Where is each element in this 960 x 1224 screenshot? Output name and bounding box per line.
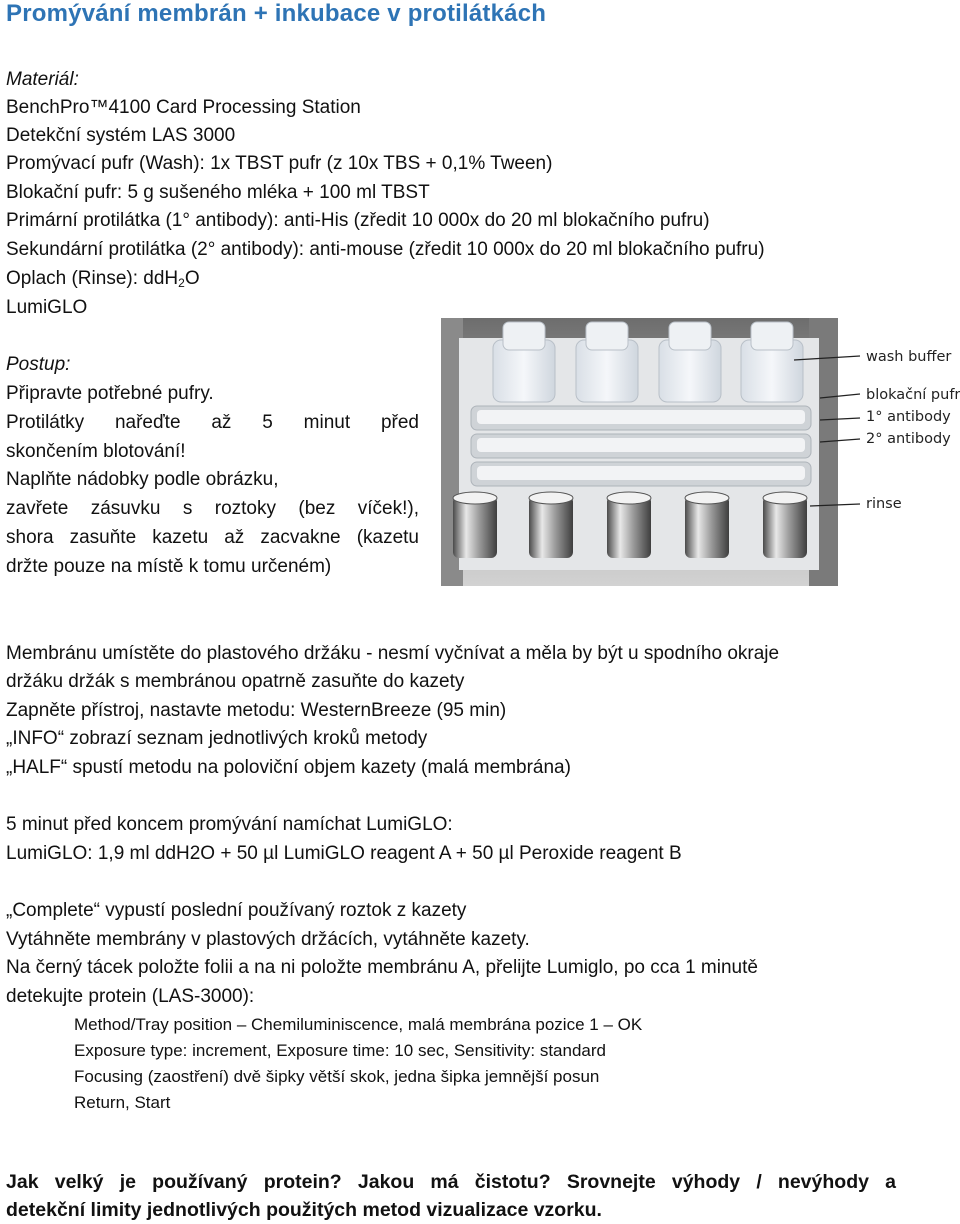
label-secondary-antibody: 2° antibody bbox=[866, 431, 951, 447]
buffer-tray-photo bbox=[441, 318, 838, 586]
material-item: Sekundární protilátka (2° antibody): anti-mouse (zředit 10 000x do 20 ml blokačního pufru) bbox=[6, 239, 765, 260]
body-line: držáku držák s membránou opatrně zasuňte do kazety bbox=[6, 671, 465, 692]
postup-line: shora zasuňte kazetu až zacvakne (kazetu bbox=[6, 527, 419, 548]
material-item: Primární protilátka (1° antibody): anti-His (zředit 10 000x do 20 ml blokačního pufru) bbox=[6, 210, 710, 231]
body-line: Na černý tácek položte folii a na ni položte membránu A, přelijte Lumiglo, po cca 1 minutě bbox=[6, 957, 758, 978]
postup-line: Naplňte nádobky podle obrázku, bbox=[6, 469, 279, 490]
rinse-prefix: Oplach (Rinse): ddH bbox=[6, 268, 179, 289]
callout-lines bbox=[780, 318, 880, 586]
las-step: Return, Start bbox=[74, 1093, 171, 1112]
body-line: „HALF“ spustí metodu na poloviční objem kazety (malá membrána) bbox=[6, 757, 571, 778]
body-line: Vytáhněte membrány v plastových držácích, vytáhněte kazety. bbox=[6, 929, 530, 950]
postup-line: zavřete zásuvku s roztoky (bez víček!), bbox=[6, 498, 419, 519]
postup-line: Protilátky nařeďte až 5 minut před bbox=[6, 412, 419, 433]
body-line: detekujte protein (LAS-3000): bbox=[6, 986, 255, 1007]
material-item: Promývací pufr (Wash): 1x TBST pufr (z 10x TBS + 0,1% Tween) bbox=[6, 153, 553, 174]
postup-line: držte pouze na místě k tomu určeném) bbox=[6, 556, 332, 577]
rinse-subscript: 2 bbox=[178, 276, 185, 290]
las-step: Exposure type: increment, Exposure time: 10 sec, Sensitivity: standard bbox=[74, 1041, 606, 1060]
postup-line: Připravte potřebné pufry. bbox=[6, 383, 214, 404]
label-primary-antibody: 1° antibody bbox=[866, 409, 951, 425]
las-step: Focusing (zaostření) dvě šipky větší skok, jedna šipka jemnější posun bbox=[74, 1067, 600, 1086]
body-line: LumiGLO: 1,9 ml ddH2O + 50 µl LumiGLO reagent A + 50 µl Peroxide reagent B bbox=[6, 843, 682, 864]
postup-heading: Postup: bbox=[6, 354, 71, 375]
material-heading: Materiál: bbox=[6, 69, 79, 90]
body-line: Zapněte přístroj, nastavte metodu: WesternBreeze (95 min) bbox=[6, 700, 507, 721]
material-item: Blokační pufr: 5 g sušeného mléka + 100 ml TBST bbox=[6, 182, 430, 203]
body-line: „Complete“ vypustí poslední používaný roztok z kazety bbox=[6, 900, 467, 921]
postup-line: skončením blotování! bbox=[6, 441, 186, 462]
body-line: 5 minut před koncem promývání namíchat LumiGLO: bbox=[6, 814, 453, 835]
label-wash-buffer: wash buffer bbox=[866, 349, 952, 365]
material-item: Detekční systém LAS 3000 bbox=[6, 125, 236, 146]
question-line: detekční limity jednotlivých použitých metod vizualizace vzorku. bbox=[6, 1199, 602, 1221]
page-title: Promývání membrán + inkubace v protilátkách bbox=[6, 0, 547, 27]
body-line: Membránu umístěte do plastového držáku - nesmí vyčnívat a měla by být u spodního okraje bbox=[6, 643, 780, 664]
las-step: Method/Tray position – Chemiluminiscence, malá membrána pozice 1 – OK bbox=[74, 1015, 643, 1034]
body-line: „INFO“ zobrazí seznam jednotlivých kroků metody bbox=[6, 728, 428, 749]
label-blocking-buffer: blokační pufr bbox=[866, 387, 960, 403]
material-item: BenchPro™4100 Card Processing Station bbox=[6, 97, 361, 118]
question-line: Jak velký je používaný protein? Jakou má čistotu? Srovnejte výhody / nevýhody a bbox=[6, 1171, 896, 1193]
material-lumiglo: LumiGLO bbox=[6, 297, 88, 318]
buffer-tray-illustration bbox=[441, 318, 838, 586]
rinse-suffix: O bbox=[184, 268, 200, 289]
label-rinse: rinse bbox=[866, 496, 902, 512]
question-block bbox=[6, 1168, 896, 1224]
material-rinse bbox=[6, 267, 200, 295]
